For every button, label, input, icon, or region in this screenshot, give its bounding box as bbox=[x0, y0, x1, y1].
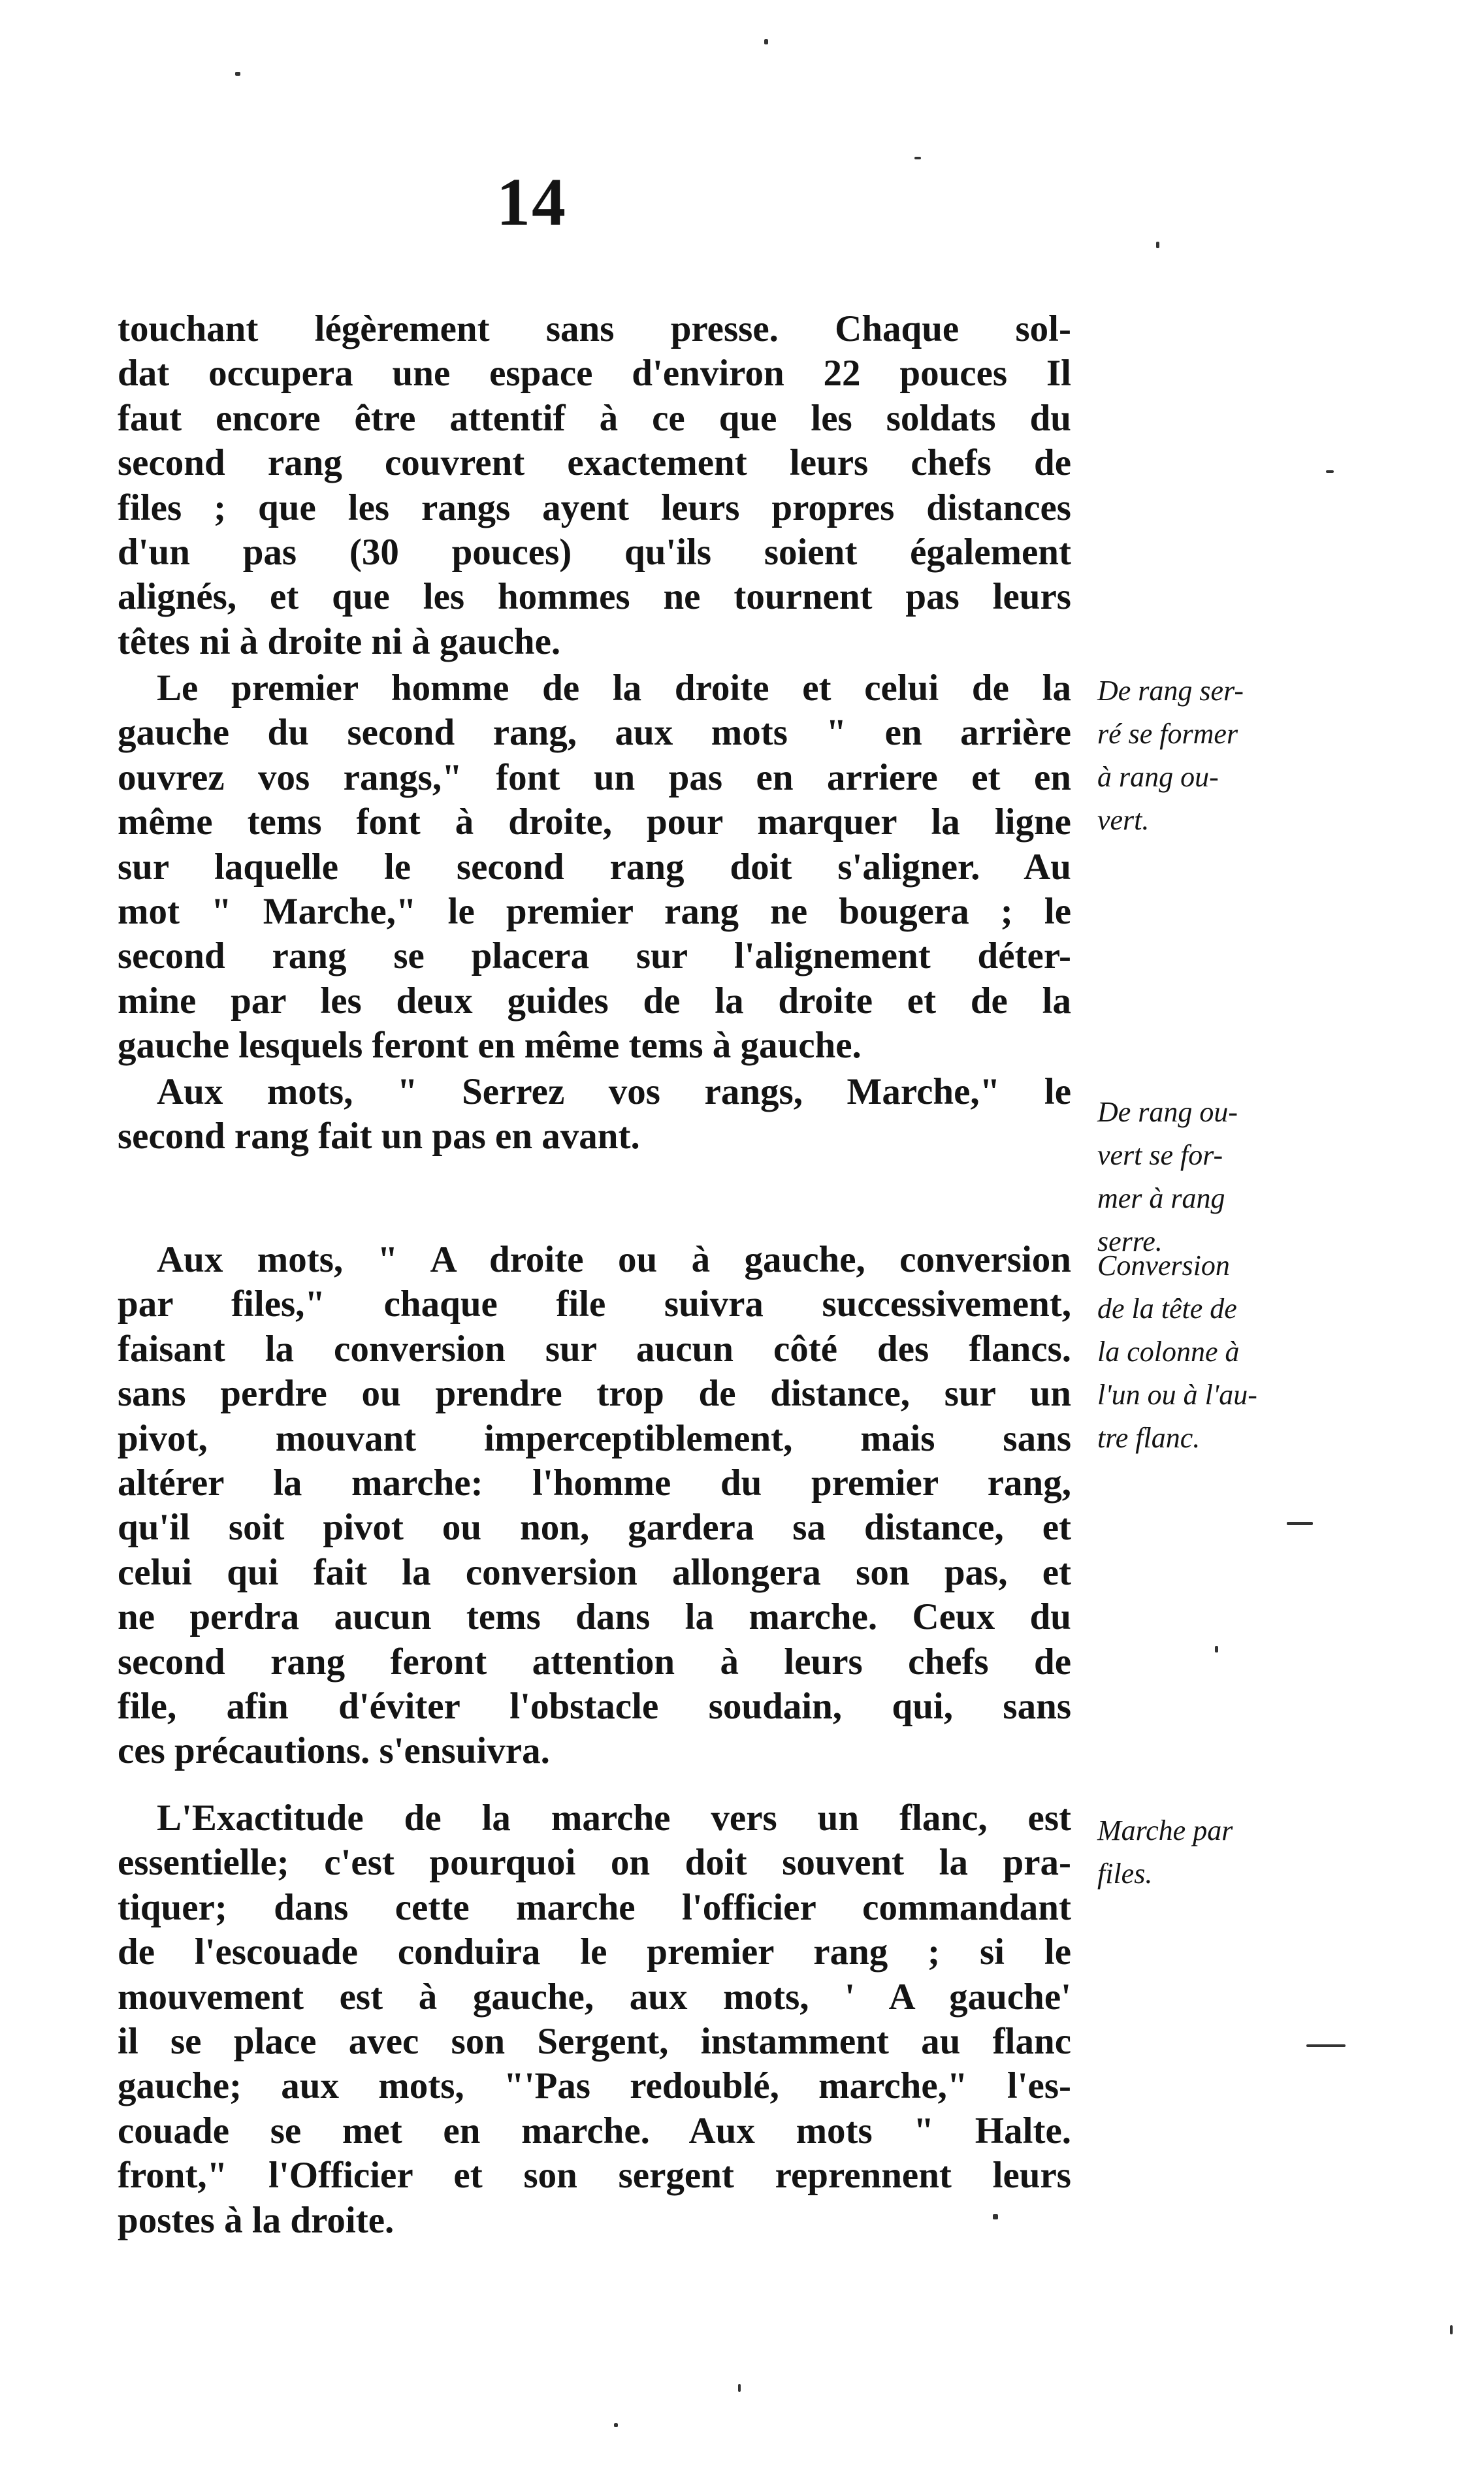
margin-note-line: tre flanc. bbox=[1097, 1422, 1201, 1454]
text-line: gauche lesquels feront en même tems à gauche. bbox=[118, 1025, 862, 1067]
text-line: qu'il soit pivot ou non, gardera sa distance, et bbox=[118, 1507, 1071, 1549]
text-line: mine par les deux guides de la droite et de la bbox=[118, 980, 1071, 1022]
margin-note bbox=[1097, 669, 1332, 842]
scan-speck bbox=[914, 157, 921, 159]
page-number: 14 bbox=[496, 165, 567, 240]
text-line: dat occupera une espace d'environ 22 pouces Il bbox=[118, 353, 1071, 395]
margin-note-line: serre. bbox=[1097, 1225, 1163, 1257]
text-line: tiquer; dans cette marche l'officier commandant bbox=[118, 1886, 1071, 1928]
margin-note-line: à rang ou- bbox=[1097, 761, 1219, 793]
scan-speck bbox=[738, 2384, 741, 2392]
scan-speck bbox=[1306, 2044, 1346, 2047]
text-line: essentielle; c'est pourquoi on doit souvent la pra- bbox=[118, 1842, 1071, 1884]
text-line: mot " Marche," le premier rang ne bougera ; le bbox=[118, 891, 1071, 933]
scan-speck bbox=[993, 2214, 998, 2219]
margin-note-line: De rang ser- bbox=[1097, 675, 1244, 707]
text-line: d'un pas (30 pouces) qu'ils soient également bbox=[118, 532, 1071, 573]
paragraph bbox=[118, 1070, 1071, 1159]
text-line: celui qui fait la conversion allongera son pas, et bbox=[118, 1551, 1071, 1593]
text-line: de l'escouade conduira le premier rang ; si le bbox=[118, 1931, 1071, 1973]
text-line: gauche du second rang, aux mots " en arrière bbox=[118, 712, 1071, 754]
margin-note bbox=[1097, 1091, 1332, 1263]
text-line: front," l'Officier et son sergent reprennent leurs bbox=[118, 2155, 1071, 2197]
margin-note bbox=[1097, 1809, 1332, 1895]
text-line: même tems font à droite, pour marquer la ligne bbox=[118, 801, 1071, 843]
text-line: Aux mots, " A droite ou à gauche, conversion bbox=[157, 1239, 1071, 1280]
margin-note bbox=[1097, 1244, 1332, 1460]
text-line: mouvement est à gauche, aux mots, ' A gauche' bbox=[118, 1976, 1071, 2018]
paragraph bbox=[118, 1238, 1071, 1774]
text-line: gauche; aux mots, "'Pas redoublé, marche," l'es- bbox=[118, 2065, 1071, 2107]
paragraph bbox=[118, 307, 1071, 664]
scan-speck bbox=[764, 39, 768, 44]
margin-note-line: ré se former bbox=[1097, 718, 1238, 750]
margin-note-line: De rang ou- bbox=[1097, 1096, 1238, 1128]
paragraph bbox=[118, 1796, 1071, 2243]
scan-speck bbox=[1450, 2325, 1453, 2334]
scan-speck bbox=[1326, 470, 1334, 473]
margin-note-line: Conversion bbox=[1097, 1249, 1230, 1281]
text-line: faisant la conversion sur aucun côté des flancs. bbox=[118, 1328, 1071, 1370]
margin-note-line: mer à rang bbox=[1097, 1182, 1225, 1214]
text-line: alignés, et que les hommes ne tournent pas leurs bbox=[118, 576, 1071, 618]
text-line: touchant légèrement sans presse. Chaque sol- bbox=[118, 308, 1071, 349]
text-line: second rang couvrent exactement leurs chefs de bbox=[118, 442, 1071, 484]
margin-note-line: Marche par bbox=[1097, 1814, 1233, 1846]
margin-note-line: de la tête de bbox=[1097, 1293, 1237, 1325]
text-line: second rang se placera sur l'alignement déter- bbox=[118, 935, 1071, 977]
text-line: ces précautions. s'ensuivra. bbox=[118, 1730, 550, 1772]
text-line: couade se met en marche. Aux mots " Halte. bbox=[118, 2110, 1071, 2151]
scan-speck bbox=[1287, 1522, 1313, 1525]
text-line: pivot, mouvant imperceptiblement, mais sans bbox=[118, 1417, 1071, 1459]
text-line: Le premier homme de la droite et celui de la bbox=[157, 668, 1071, 709]
scan-speck bbox=[614, 2423, 618, 2427]
text-line: sur laquelle le second rang doit s'aligner. Au bbox=[118, 846, 1071, 888]
margin-note-line: la colonne à bbox=[1097, 1336, 1240, 1368]
text-line: postes à la droite. bbox=[118, 2199, 395, 2241]
paragraph bbox=[118, 666, 1071, 1069]
margin-note-line: vert. bbox=[1097, 804, 1150, 836]
margin-note-line: vert se for- bbox=[1097, 1139, 1223, 1171]
text-line: altérer la marche: l'homme du premier rang, bbox=[118, 1462, 1071, 1504]
margin-note-line: l'un ou à l'au- bbox=[1097, 1379, 1257, 1411]
text-line: Aux mots, " Serrez vos rangs, Marche," le bbox=[157, 1071, 1071, 1112]
text-line: second rang feront attention à leurs chefs de bbox=[118, 1641, 1071, 1683]
text-line: ne perdra aucun tems dans la marche. Ceux du bbox=[118, 1596, 1071, 1638]
margin-note-line: files. bbox=[1097, 1858, 1153, 1890]
text-line: par files," chaque file suivra successivement, bbox=[118, 1283, 1071, 1325]
text-line: file, afin d'éviter l'obstacle soudain, qui, sans bbox=[118, 1686, 1071, 1728]
scan-speck bbox=[1215, 1646, 1218, 1652]
scan-speck bbox=[235, 72, 240, 76]
text-line: faut encore être attentif à ce que les soldats du bbox=[118, 397, 1071, 439]
text-line: L'Exactitude de la marche vers un flanc, est bbox=[157, 1797, 1071, 1839]
text-line: ouvrez vos rangs," font un pas en arriere et en bbox=[118, 756, 1071, 798]
text-line: têtes ni à droite ni à gauche. bbox=[118, 620, 561, 662]
text-line: sans perdre ou prendre trop de distance, sur un bbox=[118, 1373, 1071, 1415]
text-line: second rang fait un pas en avant. bbox=[118, 1116, 640, 1157]
text-line: files ; que les rangs ayent leurs propres distances bbox=[118, 487, 1071, 528]
scan-speck bbox=[1156, 242, 1159, 248]
text-line: il se place avec son Sergent, instamment au flanc bbox=[118, 2021, 1071, 2063]
